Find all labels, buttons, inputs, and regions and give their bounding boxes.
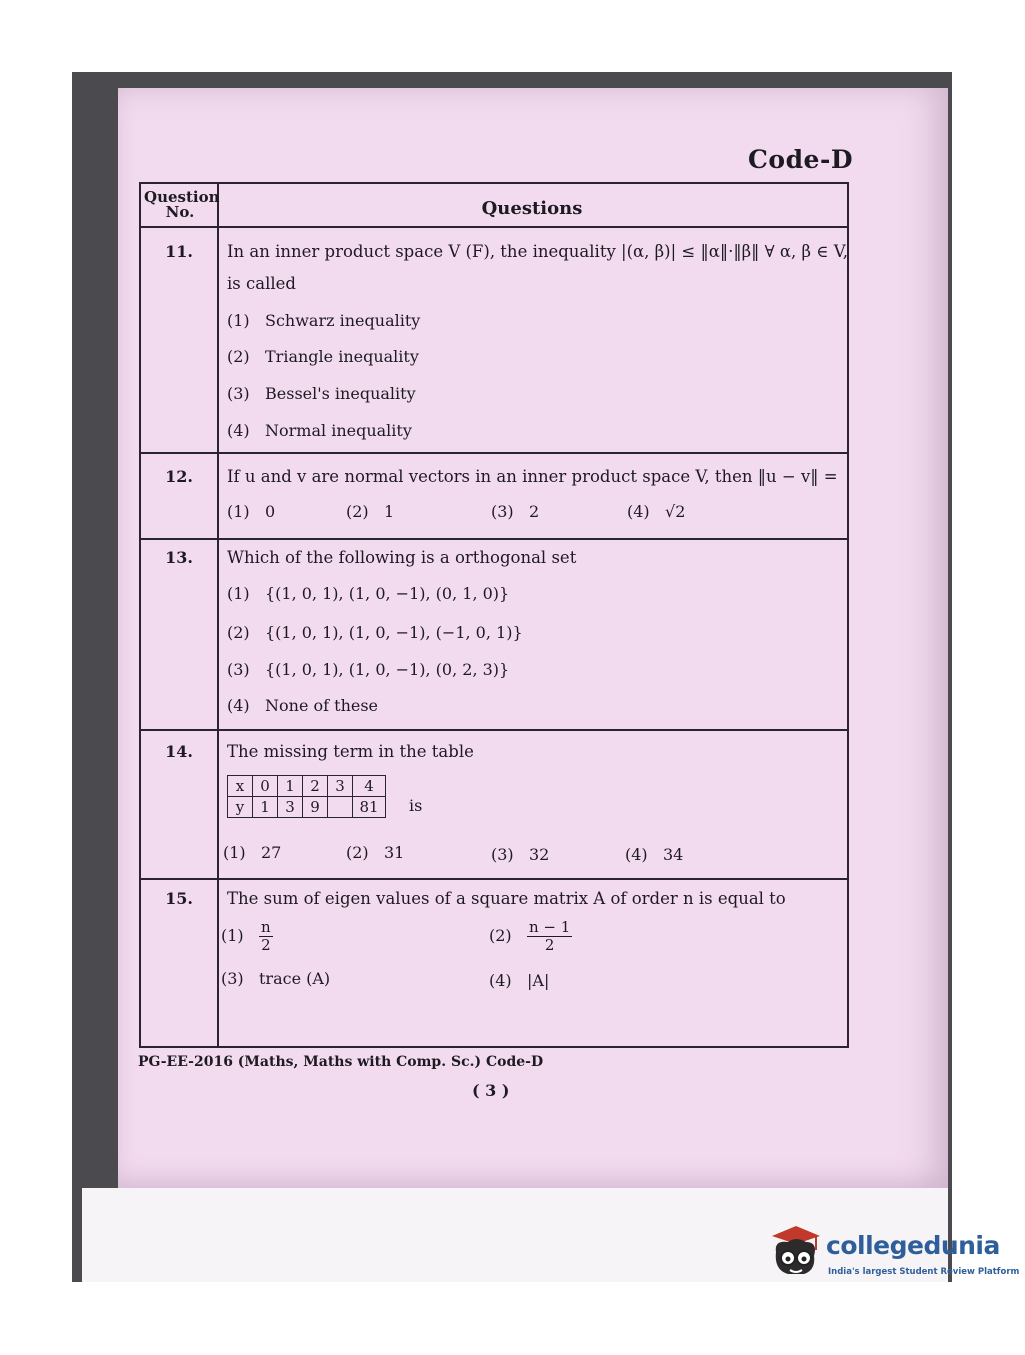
table-cell: 3 [278,797,303,818]
option: (3) 2 [491,502,540,521]
option: (3) trace (A) [221,969,331,988]
table-cell: y [228,797,253,818]
option: (4) |A| [489,971,550,990]
header-divider [141,226,847,228]
missing-term-table [227,775,386,818]
table-row [228,797,386,818]
question-number: 11. [165,242,193,261]
row-divider [141,729,847,731]
question-number: 14. [165,742,193,761]
table-cell: 0 [253,776,278,797]
question-text: Which of the following is a orthogonal set [227,548,577,567]
collegedunia-logo [766,1222,1020,1292]
question-text: The missing term in the table [227,742,474,761]
option: (1) 0 [227,502,276,521]
header-questions: Questions [481,198,583,219]
option: (1) 27 [223,843,282,862]
table-cell: 81 [353,797,386,818]
option: (2) 1 [346,502,395,521]
question-text: The sum of eigen values of a square matrix A of order n is equal to [227,889,786,908]
table-cell: 1 [278,776,303,797]
question-text-continued: is called [227,274,296,293]
table-row [228,776,386,797]
table-cell: 2 [303,776,328,797]
mascot-icon [766,1222,826,1286]
table-cell: 3 [328,776,353,797]
option: (2) 31 [346,843,405,862]
option: (4) None of these [227,696,379,715]
option: (2) Triangle inequality [227,347,419,366]
option: (2) {(1, 0, 1), (1, 0, −1), (−1, 0, 1)} [227,623,523,642]
question-number: 12. [165,467,193,486]
option: (3) 32 [491,845,550,864]
question-text: If u and v are normal vectors in an inner product space V, then ‖u − v‖ = [227,467,838,486]
row-divider [141,452,847,454]
row-divider [141,878,847,880]
question-number: 13. [165,548,193,567]
option: (1) $\frac{n}{2}$ [221,918,271,954]
fraction: $\frac{n - 1}{2}$ [529,918,571,954]
row-divider [141,538,847,540]
option: (3) {(1, 0, 1), (1, 0, −1), (0, 2, 3)} [227,660,510,679]
option: (1) {(1, 0, 1), (1, 0, −1), (0, 1, 0)} [227,584,510,603]
fraction: $\frac{n}{2}$ [261,918,271,954]
question-table [139,182,849,1048]
paper-code-header: Code-D [748,145,854,174]
option: (3) Bessel's inequality [227,384,416,403]
table-cell: 4 [353,776,386,797]
table-cell: 9 [303,797,328,818]
table-cell: 1 [253,797,278,818]
option: (4) 34 [625,845,684,864]
question-text-continued: is [409,796,423,815]
page-number: ( 3 ) [472,1081,510,1100]
option: (1) Schwarz inequality [227,311,421,330]
option: (2) $\frac{n - 1}{2}$ [489,918,571,954]
table-cell: x [228,776,253,797]
logo-wordmark: collegedunia [826,1231,1000,1260]
table-cell [328,797,353,818]
footer-paper-code: PG-EE-2016 (Maths, Maths with Comp. Sc.) Code-D [138,1054,544,1070]
question-number: 15. [165,889,193,908]
column-divider [217,184,219,1046]
question-text: In an inner product space V (F), the inequality |(α, β)| ≤ ‖α‖·‖β‖ ∀ α, β ∈ V, [227,242,849,261]
logo-tagline: India's largest Student Review Platform [828,1267,1020,1277]
header-question-no: Question No. [144,188,220,221]
option: (4) √2 [627,502,686,521]
option: (4) Normal inequality [227,421,412,440]
